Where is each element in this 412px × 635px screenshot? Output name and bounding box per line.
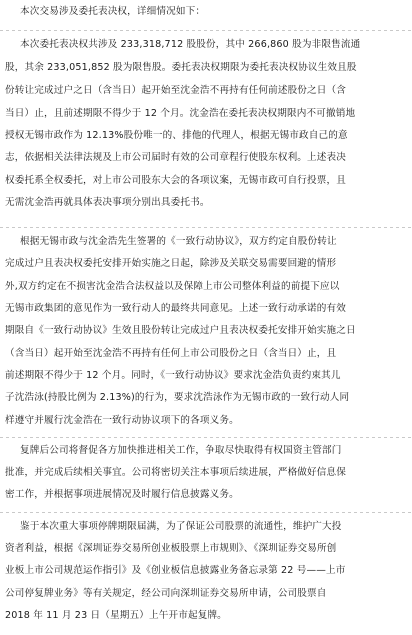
- section-divider: [0, 437, 412, 438]
- paragraph-line: 样遵守并履行沈金浩在一致行动协议项下的各项义务。: [5, 415, 239, 426]
- intro-line: 本次交易涉及委托表决权，详细情况如下：: [20, 6, 206, 17]
- paragraph-line: 鉴于本次重大事项停牌期限届满，为了保证公司股票的流通性，维护广大投: [20, 521, 342, 532]
- paragraph-line: 无需沈金浩再就具体表决事项分别出具委托书。: [5, 197, 210, 208]
- paragraph-line: 权委托系全权委托，对上市公司股东大会的各项议案，无锡市政可自行投票，且: [5, 175, 347, 186]
- paragraph-line: 完成过户且表决权委托安排开始实施之日起，除涉及关联交易需要回避的情形: [5, 258, 337, 269]
- paragraph-line: 前述期限不得少于 12 个月。同时，《一致行动协议》要求沈金浩负责约束其儿: [5, 370, 341, 381]
- paragraph-line: 期限自《一致行动协议》生效且股份转让完成过户且表决权委托安排开始实施之日: [5, 325, 356, 336]
- paragraph-line: 业板上市公司规范运作指引》及《创业板信息披露业务备忘录第 22 号——上市: [5, 565, 346, 576]
- paragraph-line: 外,双方约定在不损害沈金浩合法权益以及保障上市公司整体利益的前提下应以: [5, 281, 340, 292]
- paragraph-line: 授权无锡市政作为 12.13%股份唯一的、排他的代理人，根据无锡市政自己的意: [5, 130, 348, 141]
- paragraph-line: （含当日）起开始至沈金浩不再持有任何上市公司股份之日（含当日）止，且: [5, 348, 337, 359]
- section-divider: [0, 512, 412, 513]
- paragraph-line: 复牌后公司将督促各方加快推进相关工作，争取尽快取得有权国资主管部门: [20, 445, 342, 456]
- paragraph-line: 子沈浩泳(持股比例为 2.13%)的行为，要求沈浩泳作为无锡市政的一致行动人同: [5, 392, 350, 403]
- paragraph-line: 志，依据相关法律法规及上市公司届时有效的公司章程行使股东权利。上述表决: [5, 152, 347, 163]
- paragraph-line: 本次委托表决权共涉及 233,318,712 股股份，其中 266,860 股为非限售流通: [20, 39, 361, 50]
- paragraph-line: 股，其余 233,051,852 股为限售股。委托表决权期限为委托表决权协议生效且股: [5, 62, 357, 73]
- paragraph-line: 资者利益，根据《深圳证券交易所创业板股票上市规则》、《深圳证券交易所创: [5, 543, 337, 554]
- section-divider: [0, 227, 412, 228]
- section-divider: [0, 30, 412, 31]
- paragraph-line: 密工作，并根据事项进展情况及时履行信息披露义务。: [5, 489, 239, 500]
- paragraph-line: 批准，并完成后续相关事宜。公司将密切关注本事项后续进展，严格做好信息保: [5, 467, 347, 478]
- paragraph-line: 无锡市政集团的意见作为一致行动人的最终共同意见。上述一致行动承诺的有效: [5, 303, 347, 314]
- paragraph-line: 当日）止，且前述期限不得少于 12 个月。沈金浩在委托表决权期限内不可撤销地: [5, 108, 356, 119]
- paragraph-line: 2018 年 11 月 23 日（星期五）上午开市起复牌。: [5, 610, 227, 621]
- paragraph-line: 份转让完成过户之日（含当日）起开始至沈金浩不再持有任何前述股份之日（含: [5, 85, 347, 96]
- paragraph-line: 根据无锡市政与沈金浩先生签署的《一致行动协议》，双方约定自股份转让: [20, 236, 337, 247]
- paragraph-line: 公司停复牌业务》等有关规定，经公司向深圳证券交易所申请，公司股票自: [5, 588, 327, 599]
